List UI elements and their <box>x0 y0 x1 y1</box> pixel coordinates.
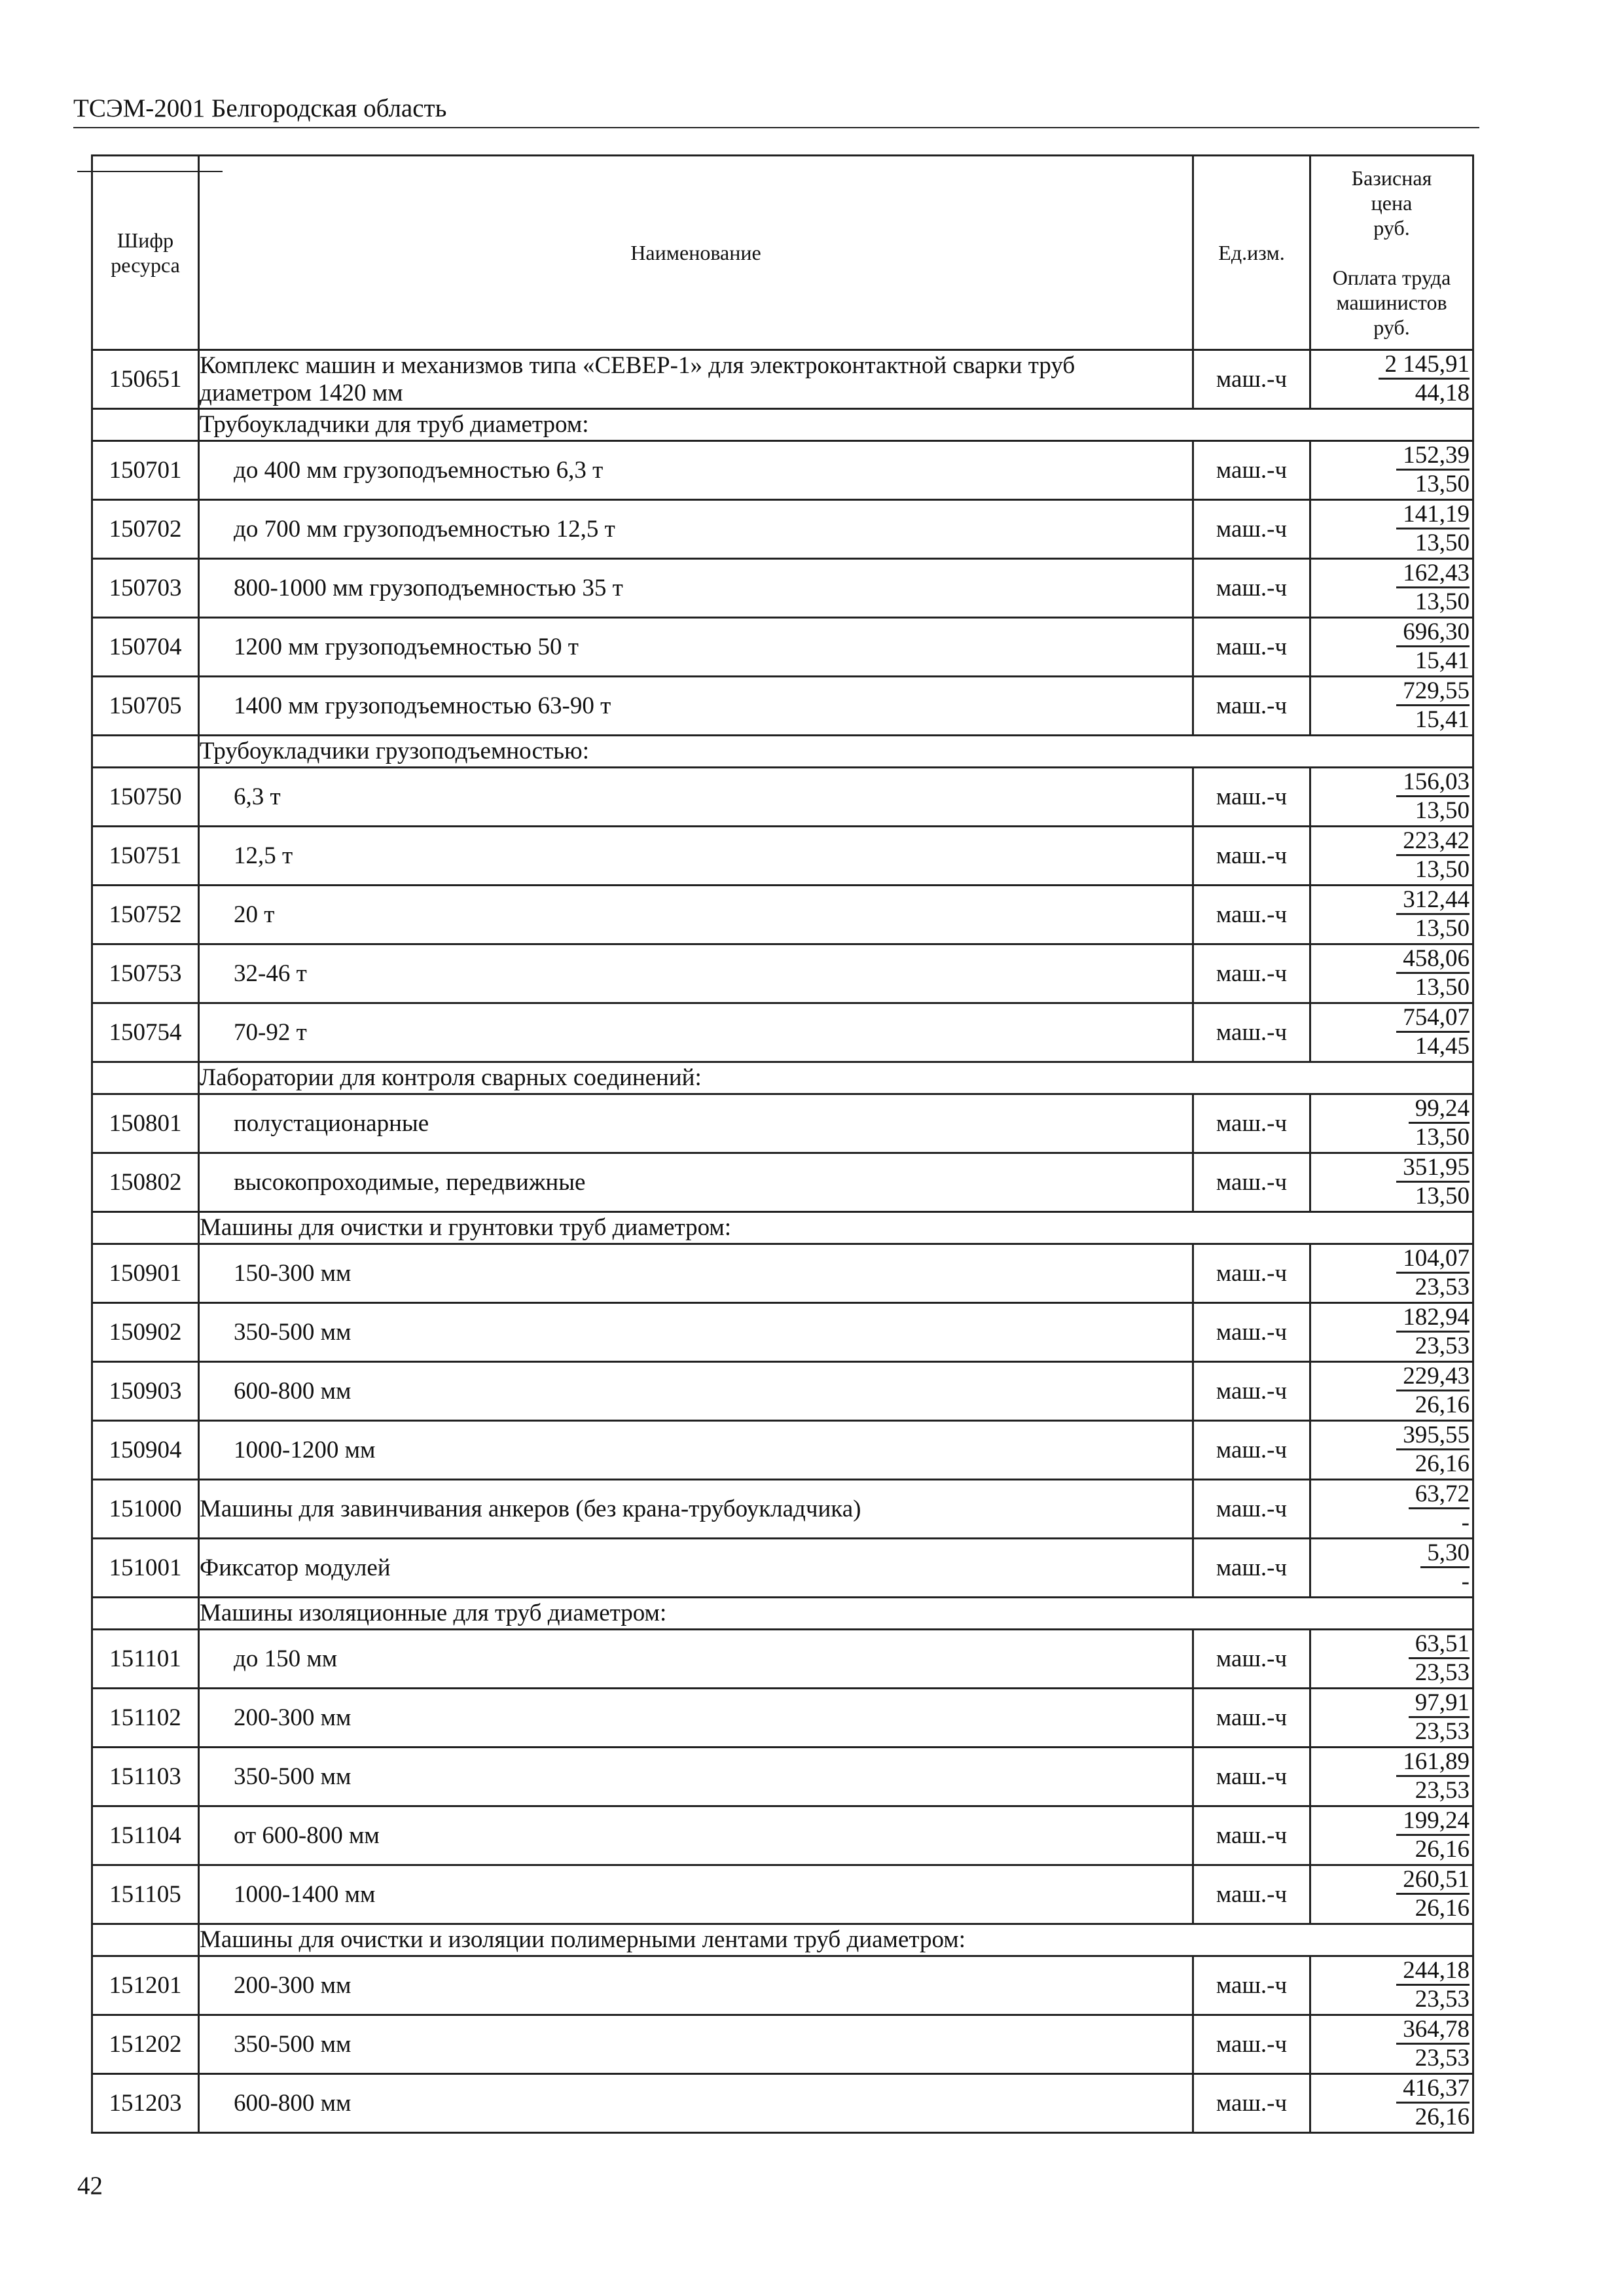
resource-code: 150701 <box>92 441 199 500</box>
resource-code: 151201 <box>92 1956 199 2015</box>
price-fraction <box>1396 677 1470 733</box>
price-fraction <box>1396 2016 1470 2072</box>
resource-code: 150903 <box>92 1362 199 1421</box>
base-price: 199,24 <box>1396 1807 1470 1836</box>
operator-labor-cost: 13,50 <box>1415 529 1470 556</box>
operator-labor-cost: 23,53 <box>1415 1659 1470 1686</box>
base-price: 364,78 <box>1396 2016 1470 2045</box>
base-price: 223,42 <box>1396 827 1470 856</box>
operator-labor-cost: 13,50 <box>1415 588 1470 615</box>
base-price: 104,07 <box>1396 1245 1470 1274</box>
operator-labor-cost: 23,53 <box>1415 1718 1470 1745</box>
group-name: Машины для очистки и изоляции полимерными лентами труб диаметром: <box>199 1924 1473 1956</box>
price-cell <box>1310 618 1473 677</box>
group-name: Машины для очистки и грунтовки труб диаметром: <box>199 1212 1473 1244</box>
resource-code: 150705 <box>92 677 199 736</box>
table-row <box>92 1421 1473 1480</box>
header-rule <box>73 127 1479 128</box>
price-cell <box>1310 1421 1473 1480</box>
resource-code: 151203 <box>92 2074 199 2133</box>
price-fraction <box>1379 351 1470 406</box>
unit-of-measure: маш.-ч <box>1193 441 1310 500</box>
base-price: 2 145,91 <box>1379 351 1470 380</box>
resource-name: 1000-1200 мм <box>199 1421 1193 1480</box>
resource-name: 12,5 т <box>199 827 1193 886</box>
column-header-code <box>92 156 199 350</box>
price-fraction <box>1396 1807 1470 1863</box>
resource-code: 150754 <box>92 1003 199 1062</box>
table-row <box>92 1480 1473 1539</box>
base-price: 182,94 <box>1396 1304 1470 1333</box>
base-price: 63,72 <box>1409 1480 1470 1509</box>
operator-labor-cost: 26,16 <box>1415 1836 1470 1863</box>
table-row <box>92 1303 1473 1362</box>
base-price: 416,37 <box>1396 2075 1470 2104</box>
table-row <box>92 886 1473 944</box>
base-price: 458,06 <box>1396 945 1470 974</box>
operator-labor-cost: 26,16 <box>1415 1895 1470 1922</box>
price-cell <box>1310 2074 1473 2133</box>
operator-labor-cost: 23,53 <box>1415 2045 1470 2072</box>
resource-code: 150752 <box>92 886 199 944</box>
operator-labor-cost: 13,50 <box>1415 856 1470 883</box>
price-fraction <box>1396 2075 1470 2130</box>
resource-name: 20 т <box>199 886 1193 944</box>
unit-of-measure: маш.-ч <box>1193 827 1310 886</box>
column-header-name-text: Наименование <box>630 241 761 264</box>
price-fraction <box>1409 1480 1470 1536</box>
operator-labor-cost: - <box>1461 1509 1470 1536</box>
operator-labor-cost: - <box>1461 1568 1470 1595</box>
unit-of-measure: маш.-ч <box>1193 1244 1310 1303</box>
operator-labor-cost: 13,50 <box>1415 1124 1470 1151</box>
price-cell <box>1310 1480 1473 1539</box>
resource-code: 150902 <box>92 1303 199 1362</box>
table-row <box>92 827 1473 886</box>
price-cell <box>1310 1806 1473 1865</box>
price-cell <box>1310 441 1473 500</box>
unit-of-measure: маш.-ч <box>1193 1003 1310 1062</box>
resource-name: до 700 мм грузоподъемностью 12,5 т <box>199 500 1193 559</box>
table-body <box>92 350 1473 2133</box>
resource-code: 150802 <box>92 1153 199 1212</box>
table-row <box>92 1003 1473 1062</box>
price-fraction <box>1396 501 1470 556</box>
resource-name: Машины для завинчивания анкеров (без крана-трубоукладчика) <box>199 1480 1193 1539</box>
unit-of-measure: маш.-ч <box>1193 618 1310 677</box>
operator-labor-cost: 26,16 <box>1415 2104 1470 2130</box>
price-cell <box>1310 1630 1473 1689</box>
base-price: 97,91 <box>1409 1689 1470 1718</box>
resource-code: 150901 <box>92 1244 199 1303</box>
resource-name: 350-500 мм <box>199 1748 1193 1806</box>
unit-of-measure: маш.-ч <box>1193 1956 1310 2015</box>
resource-code: 151000 <box>92 1480 199 1539</box>
price-fraction <box>1396 1748 1470 1804</box>
group-row <box>92 1212 1473 1244</box>
operator-labor-cost: 23,53 <box>1415 1777 1470 1804</box>
price-cell <box>1310 677 1473 736</box>
column-header-unit <box>1193 156 1310 350</box>
base-price: 162,43 <box>1396 560 1470 588</box>
base-price: 156,03 <box>1396 768 1470 797</box>
operator-labor-cost: 13,50 <box>1415 915 1470 942</box>
base-price: 152,39 <box>1396 442 1470 471</box>
page-number: 42 <box>77 2172 103 2200</box>
price-fraction <box>1396 1363 1470 1418</box>
resource-name: 200-300 мм <box>199 1689 1193 1748</box>
resource-name: Комплекс машин и механизмов типа «СЕВЕР-1» для электроконтактной сварки труб диаметром 1420 мм <box>199 350 1193 409</box>
table-row <box>92 768 1473 827</box>
unit-of-measure: маш.-ч <box>1193 2074 1310 2133</box>
resource-name: 6,3 т <box>199 768 1193 827</box>
column-header-unit-text: Ед.изм. <box>1218 241 1285 264</box>
unit-of-measure: маш.-ч <box>1193 500 1310 559</box>
table-row <box>92 2015 1473 2074</box>
table-row <box>92 944 1473 1003</box>
price-fraction <box>1409 1095 1470 1151</box>
table-row <box>92 618 1473 677</box>
resource-name: 800-1000 мм грузоподъемностью 35 т <box>199 559 1193 618</box>
price-fraction <box>1396 1245 1470 1300</box>
price-cell <box>1310 1003 1473 1062</box>
unit-of-measure: маш.-ч <box>1193 1480 1310 1539</box>
resource-code: 150904 <box>92 1421 199 1480</box>
group-row <box>92 736 1473 768</box>
group-name: Трубоукладчики грузоподъемностью: <box>199 736 1473 768</box>
table-row <box>92 1244 1473 1303</box>
table-row <box>92 1362 1473 1421</box>
table-row <box>92 1956 1473 2015</box>
resource-name: 150-300 мм <box>199 1244 1193 1303</box>
resource-name: 200-300 мм <box>199 1956 1193 2015</box>
price-cell <box>1310 1153 1473 1212</box>
unit-of-measure: маш.-ч <box>1193 1153 1310 1212</box>
unit-of-measure: маш.-ч <box>1193 2015 1310 2074</box>
base-price: 351,95 <box>1396 1154 1470 1183</box>
resource-name: высокопроходимые, передвижные <box>199 1153 1193 1212</box>
price-fraction <box>1396 560 1470 615</box>
operator-labor-cost: 14,45 <box>1415 1033 1470 1060</box>
resource-code: 150751 <box>92 827 199 886</box>
resource-name: Фиксатор модулей <box>199 1539 1193 1598</box>
base-price: 260,51 <box>1396 1866 1470 1895</box>
resource-code: 151103 <box>92 1748 199 1806</box>
group-code-cell <box>92 1598 199 1630</box>
resource-name: от 600-800 мм <box>199 1806 1193 1865</box>
price-fraction <box>1396 442 1470 497</box>
price-cell <box>1310 1956 1473 2015</box>
price-cell <box>1310 827 1473 886</box>
table-row <box>92 1748 1473 1806</box>
resource-code: 150750 <box>92 768 199 827</box>
resource-code: 151102 <box>92 1689 199 1748</box>
operator-labor-cost: 44,18 <box>1415 380 1470 406</box>
resource-name: до 400 мм грузоподъемностью 6,3 т <box>199 441 1193 500</box>
group-name: Машины изоляционные для труб диаметром: <box>199 1598 1473 1630</box>
base-price: 161,89 <box>1396 1748 1470 1777</box>
operator-labor-cost: 23,53 <box>1415 1986 1470 2013</box>
resource-code: 151202 <box>92 2015 199 2074</box>
table-row <box>92 1094 1473 1153</box>
group-name: Лаборатории для контроля сварных соединений: <box>199 1062 1473 1094</box>
column-header-code-text: Шифр ресурса <box>111 228 180 277</box>
resource-code: 150703 <box>92 559 199 618</box>
table-row <box>92 1539 1473 1598</box>
base-price: 244,18 <box>1396 1957 1470 1986</box>
base-price: 754,07 <box>1396 1004 1470 1033</box>
price-fraction <box>1396 1422 1470 1477</box>
operator-labor-cost: 26,16 <box>1415 1391 1470 1418</box>
unit-of-measure: маш.-ч <box>1193 1362 1310 1421</box>
group-code-cell <box>92 1924 199 1956</box>
table-row <box>92 2074 1473 2133</box>
resource-code: 150704 <box>92 618 199 677</box>
unit-of-measure: маш.-ч <box>1193 768 1310 827</box>
price-cell <box>1310 1539 1473 1598</box>
price-fraction <box>1409 1630 1470 1686</box>
resource-code: 150753 <box>92 944 199 1003</box>
resource-name: 350-500 мм <box>199 2015 1193 2074</box>
table-row <box>92 1153 1473 1212</box>
base-price: 696,30 <box>1396 619 1470 647</box>
price-fraction <box>1396 945 1470 1001</box>
unit-of-measure: маш.-ч <box>1193 559 1310 618</box>
unit-of-measure: маш.-ч <box>1193 1539 1310 1598</box>
table-row <box>92 441 1473 500</box>
price-fraction <box>1396 1304 1470 1359</box>
price-cell <box>1310 1689 1473 1748</box>
resource-code: 151001 <box>92 1539 199 1598</box>
price-fraction <box>1396 1154 1470 1210</box>
operator-labor-cost: 13,50 <box>1415 1183 1470 1210</box>
unit-of-measure: маш.-ч <box>1193 944 1310 1003</box>
group-row <box>92 1598 1473 1630</box>
resource-name: полустационарные <box>199 1094 1193 1153</box>
operator-labor-cost: 23,53 <box>1415 1333 1470 1359</box>
price-fraction <box>1396 886 1470 942</box>
price-cell <box>1310 1865 1473 1924</box>
price-cell <box>1310 944 1473 1003</box>
group-row <box>92 1062 1473 1094</box>
price-fraction <box>1396 768 1470 824</box>
operator-labor-cost: 15,41 <box>1415 647 1470 674</box>
unit-of-measure: маш.-ч <box>1193 1630 1310 1689</box>
operator-labor-cost: 13,50 <box>1415 471 1470 497</box>
operator-labor-cost: 26,16 <box>1415 1450 1470 1477</box>
base-price: 99,24 <box>1409 1095 1470 1124</box>
resource-name: 70-92 т <box>199 1003 1193 1062</box>
table-row <box>92 1865 1473 1924</box>
unit-of-measure: маш.-ч <box>1193 1303 1310 1362</box>
base-price: 5,30 <box>1420 1539 1470 1568</box>
unit-of-measure: маш.-ч <box>1193 1806 1310 1865</box>
price-cell <box>1310 350 1473 409</box>
table-row <box>92 350 1473 409</box>
price-cell <box>1310 768 1473 827</box>
operator-labor-cost: 13,50 <box>1415 974 1470 1001</box>
unit-of-measure: маш.-ч <box>1193 1748 1310 1806</box>
resource-name: 1200 мм грузоподъемностью 50 т <box>199 618 1193 677</box>
price-cell <box>1310 886 1473 944</box>
group-name: Трубоукладчики для труб диаметром: <box>199 409 1473 441</box>
resource-code: 151104 <box>92 1806 199 1865</box>
resource-name: 350-500 мм <box>199 1303 1193 1362</box>
price-cell <box>1310 500 1473 559</box>
group-row <box>92 1924 1473 1956</box>
group-code-cell <box>92 736 199 768</box>
resource-code: 150651 <box>92 350 199 409</box>
unit-of-measure: маш.-ч <box>1193 677 1310 736</box>
price-fraction <box>1396 827 1470 883</box>
resource-table <box>91 154 1474 2134</box>
table-row <box>92 1630 1473 1689</box>
operator-labor-cost: 23,53 <box>1415 1274 1470 1300</box>
price-fraction <box>1396 1004 1470 1060</box>
resource-code: 151101 <box>92 1630 199 1689</box>
price-cell <box>1310 1244 1473 1303</box>
resource-code: 150702 <box>92 500 199 559</box>
column-header-price-text: Базисная цена руб. Оплата труда машинистов руб. <box>1332 166 1451 339</box>
price-cell <box>1310 559 1473 618</box>
group-code-cell <box>92 409 199 441</box>
group-code-cell <box>92 1212 199 1244</box>
unit-of-measure: маш.-ч <box>1193 1421 1310 1480</box>
price-fraction <box>1409 1689 1470 1745</box>
price-fraction <box>1396 1866 1470 1922</box>
base-price: 729,55 <box>1396 677 1470 706</box>
resource-name: 1000-1400 мм <box>199 1865 1193 1924</box>
table-row <box>92 1689 1473 1748</box>
price-cell <box>1310 1362 1473 1421</box>
table-row <box>92 559 1473 618</box>
base-price: 229,43 <box>1396 1363 1470 1391</box>
resource-name: 600-800 мм <box>199 1362 1193 1421</box>
base-price: 395,55 <box>1396 1422 1470 1450</box>
document-title: ТСЭМ-2001 Белгородская область <box>73 94 447 122</box>
table-row <box>92 677 1473 736</box>
price-fraction <box>1396 1957 1470 2013</box>
column-header-name <box>199 156 1193 350</box>
resource-name: 1400 мм грузоподъемностью 63-90 т <box>199 677 1193 736</box>
table-header-row <box>92 156 1473 350</box>
base-price: 141,19 <box>1396 501 1470 529</box>
resource-code: 151105 <box>92 1865 199 1924</box>
column-header-price <box>1310 156 1473 350</box>
unit-of-measure: маш.-ч <box>1193 350 1310 409</box>
operator-labor-cost: 15,41 <box>1415 706 1470 733</box>
unit-of-measure: маш.-ч <box>1193 886 1310 944</box>
resource-name: до 150 мм <box>199 1630 1193 1689</box>
base-price: 63,51 <box>1409 1630 1470 1659</box>
price-cell <box>1310 1303 1473 1362</box>
resource-code: 150801 <box>92 1094 199 1153</box>
base-price: 312,44 <box>1396 886 1470 915</box>
price-fraction <box>1396 619 1470 674</box>
resource-name: 600-800 мм <box>199 2074 1193 2133</box>
operator-labor-cost: 13,50 <box>1415 797 1470 824</box>
resource-name: 32-46 т <box>199 944 1193 1003</box>
group-code-cell <box>92 1062 199 1094</box>
group-row <box>92 409 1473 441</box>
price-fraction <box>1420 1539 1470 1595</box>
unit-of-measure: маш.-ч <box>1193 1689 1310 1748</box>
unit-of-measure: маш.-ч <box>1193 1094 1310 1153</box>
price-cell <box>1310 1748 1473 1806</box>
price-cell <box>1310 1094 1473 1153</box>
unit-of-measure: маш.-ч <box>1193 1865 1310 1924</box>
table-row <box>92 1806 1473 1865</box>
price-cell <box>1310 2015 1473 2074</box>
table-row <box>92 500 1473 559</box>
